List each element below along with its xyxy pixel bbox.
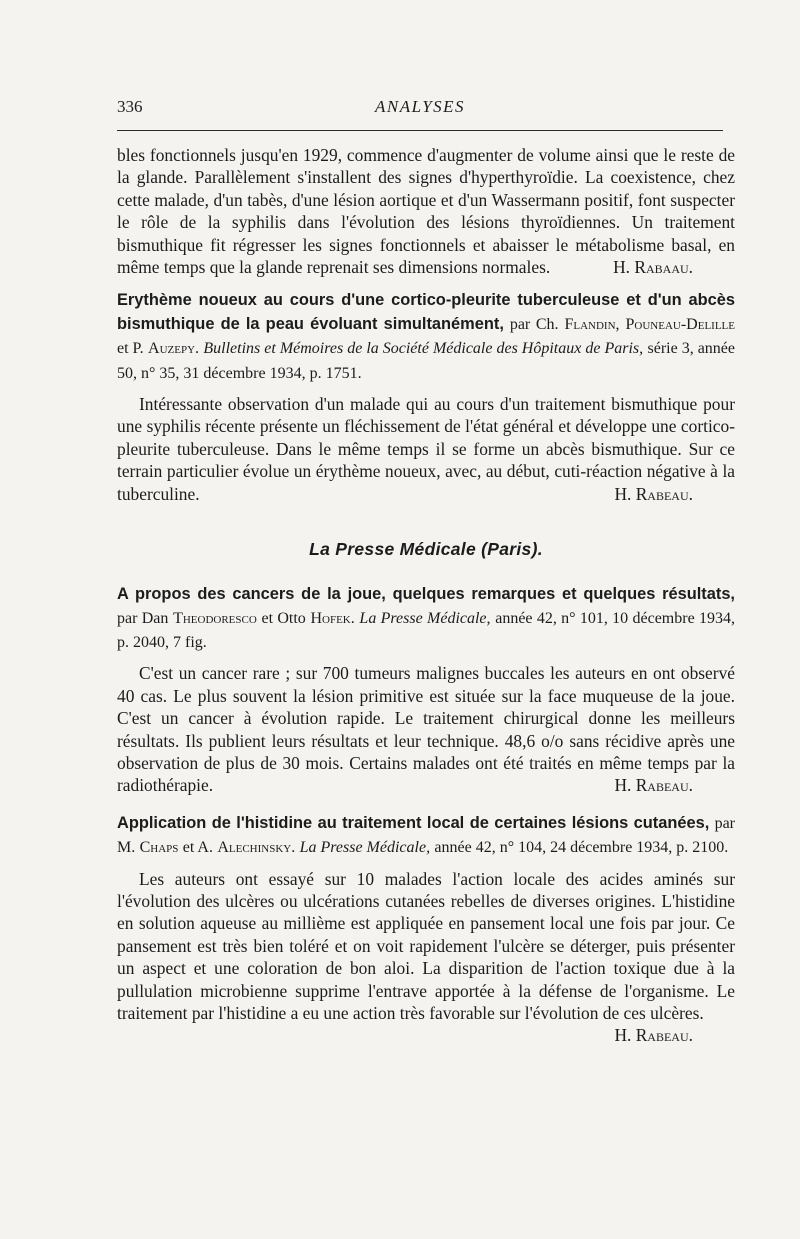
entry3-author: Alechinsky.: [217, 839, 296, 857]
entry2-journal: La Presse Médicale,: [359, 609, 491, 627]
entry2-abstract: C'est un cancer rare ; sur 700 tumeurs malignes buccales les auteurs en ont observé 40 cas. Le plus souvent la lésion primitive est située sur la face muqueuse de la joue. C'est un cancer à évolution rapide. Le traitement chirurgical donne les meilleurs résultats. Ils publient leurs résultats et leur technique. 48,6 o/o sans récidive après une observation de plus de 30 mois. Certains malades ont été traités en même temps par la radiothérapie. H. Rabeau.: [117, 663, 735, 796]
intro-text: bles fonctionnels jusqu'en 1929, commence d'augmenter de volume ainsi que le reste de la glande. Parallèlement s'installent des signes d'hyperthyroïdie. La coexistence, chez cette malade, d'un tabès, d'une lésion aortique et d'un Wassermann positif, font suspecter le rôle de la syphilis dans l'évolution des lésions thyroïdiennes. Un traitement bismuthique fit régresser les signes fonctionnels et abaisser le métabolisme basal, en même temps que la glande reprenait ses dimensions normales.: [117, 145, 735, 278]
entry2-author: Hofek.: [310, 609, 355, 627]
entry2-details: année 42, n° 101, 10 décembre 1934, p. 2040, 7 fig.: [117, 609, 735, 651]
section-title: La Presse Médicale (Paris).: [309, 539, 543, 560]
entry-erytheme: [117, 288, 735, 505]
entry3-title: Application de l'histidine au traitement local de certaines lésions cutanées,: [117, 813, 710, 832]
entry1-author: Pouneau-Delille: [625, 315, 735, 333]
entry2-signature: H. Rabeau.: [614, 775, 693, 796]
entry3-journal: La Presse Médicale,: [299, 839, 431, 857]
entry1-details: série 3, année 50, n° 35, 31 décembre 1934, p. 1751.: [117, 340, 735, 382]
entry1-reference: Erythème noueux au cours d'une cortico-pleurite tuberculeuse et d'un abcès bismuthique de la peau évoluant simultanément, par Ch. Flandin, Pouneau-Delille et P. Auzepy. Bulletins et Mémoires de la Société Médicale des Hôpitaux de Paris, série 3, année 50, n° 35, 31 décembre 1934, p. 1751.: [117, 291, 735, 382]
entry3-signature: H. Rabeau.: [614, 1025, 693, 1046]
header-rule: [117, 130, 723, 131]
entry2-reference: A propos des cancers de la joue, quelques remarques et quelques résultats, par Dan Theodoresco et Otto Hofek. La Presse Médicale, année 42, n° 101, 10 décembre 1934, p. 2040, 7 fig.: [117, 585, 735, 651]
intro-paragraph: [117, 144, 735, 278]
entry-cancers-joue: [117, 582, 735, 797]
entry2-author: Theodoresco: [173, 609, 257, 627]
entry3-abstract: Les auteurs ont essayé sur 10 malades l'action locale des acides aminés sur l'évolution des ulcères ou ulcérations cutanées rebelles de diverses origines. L'histidine en solution aqueuse au millième est appliquée en pansement local une fois par jour. Ce pansement est très bien toléré et on voit rapidement l'ulcère se déterger, puis présenter un aspect et une coloration de bon aloi. La disparition de l'action toxique due à la pullulation microbienne supprime l'entrave apportée à la défense de l'organisme. Le traitement par l'histidine a eu une action très favorable sur l'évolution de ces ulcères. H. Rabeau.: [117, 868, 735, 1046]
entry1-author: Flandin,: [564, 315, 620, 333]
entry3-author: Chaps: [139, 839, 179, 857]
entry3-reference: Application de l'histidine au traitement local de certaines lésions cutanées, par M. Chaps et A. Alechinsky. La Presse Médicale, année 42, n° 104, 24 décembre 1934, p. 2100.: [117, 813, 735, 857]
entry1-author: Auzepy.: [148, 340, 200, 358]
entry-histidine: [117, 811, 735, 1046]
entry1-abstract: Intéressante observation d'un malade qui au cours d'un traitement bismuthique pour une syphilis récente présente un fléchissement de l'état général et développe une cortico-pleurite tuberculeuse. Dans le même temps il se forme un abcès bismuthique. Sur ce terrain particulier évolue un érythème noueux, avec, au début, cuti-réaction négative à la tuberculine. H. Rabeau.: [117, 394, 735, 504]
entry1-journal: Bulletins et Mémoires de la Société Médicale des Hôpitaux de Paris,: [203, 340, 644, 358]
entry3-details: année 42, n° 104, 24 décembre 1934, p. 2100.: [434, 839, 729, 857]
page-header: [117, 97, 723, 127]
entry2-title: A propos des cancers de la joue, quelques remarques et quelques résultats,: [117, 585, 735, 604]
intro-signature: H. Rabaau.: [613, 257, 693, 278]
page-number: 336: [117, 97, 143, 116]
running-head: ANALYSES: [374, 97, 466, 116]
entry1-title: Erythème noueux au cours d'une cortico-pleurite tuberculeuse et d'un abcès bismuthique de la peau évoluant simultanément,: [117, 291, 735, 333]
page-body: [117, 144, 735, 1047]
entry1-signature: H. Rabeau.: [614, 483, 693, 504]
